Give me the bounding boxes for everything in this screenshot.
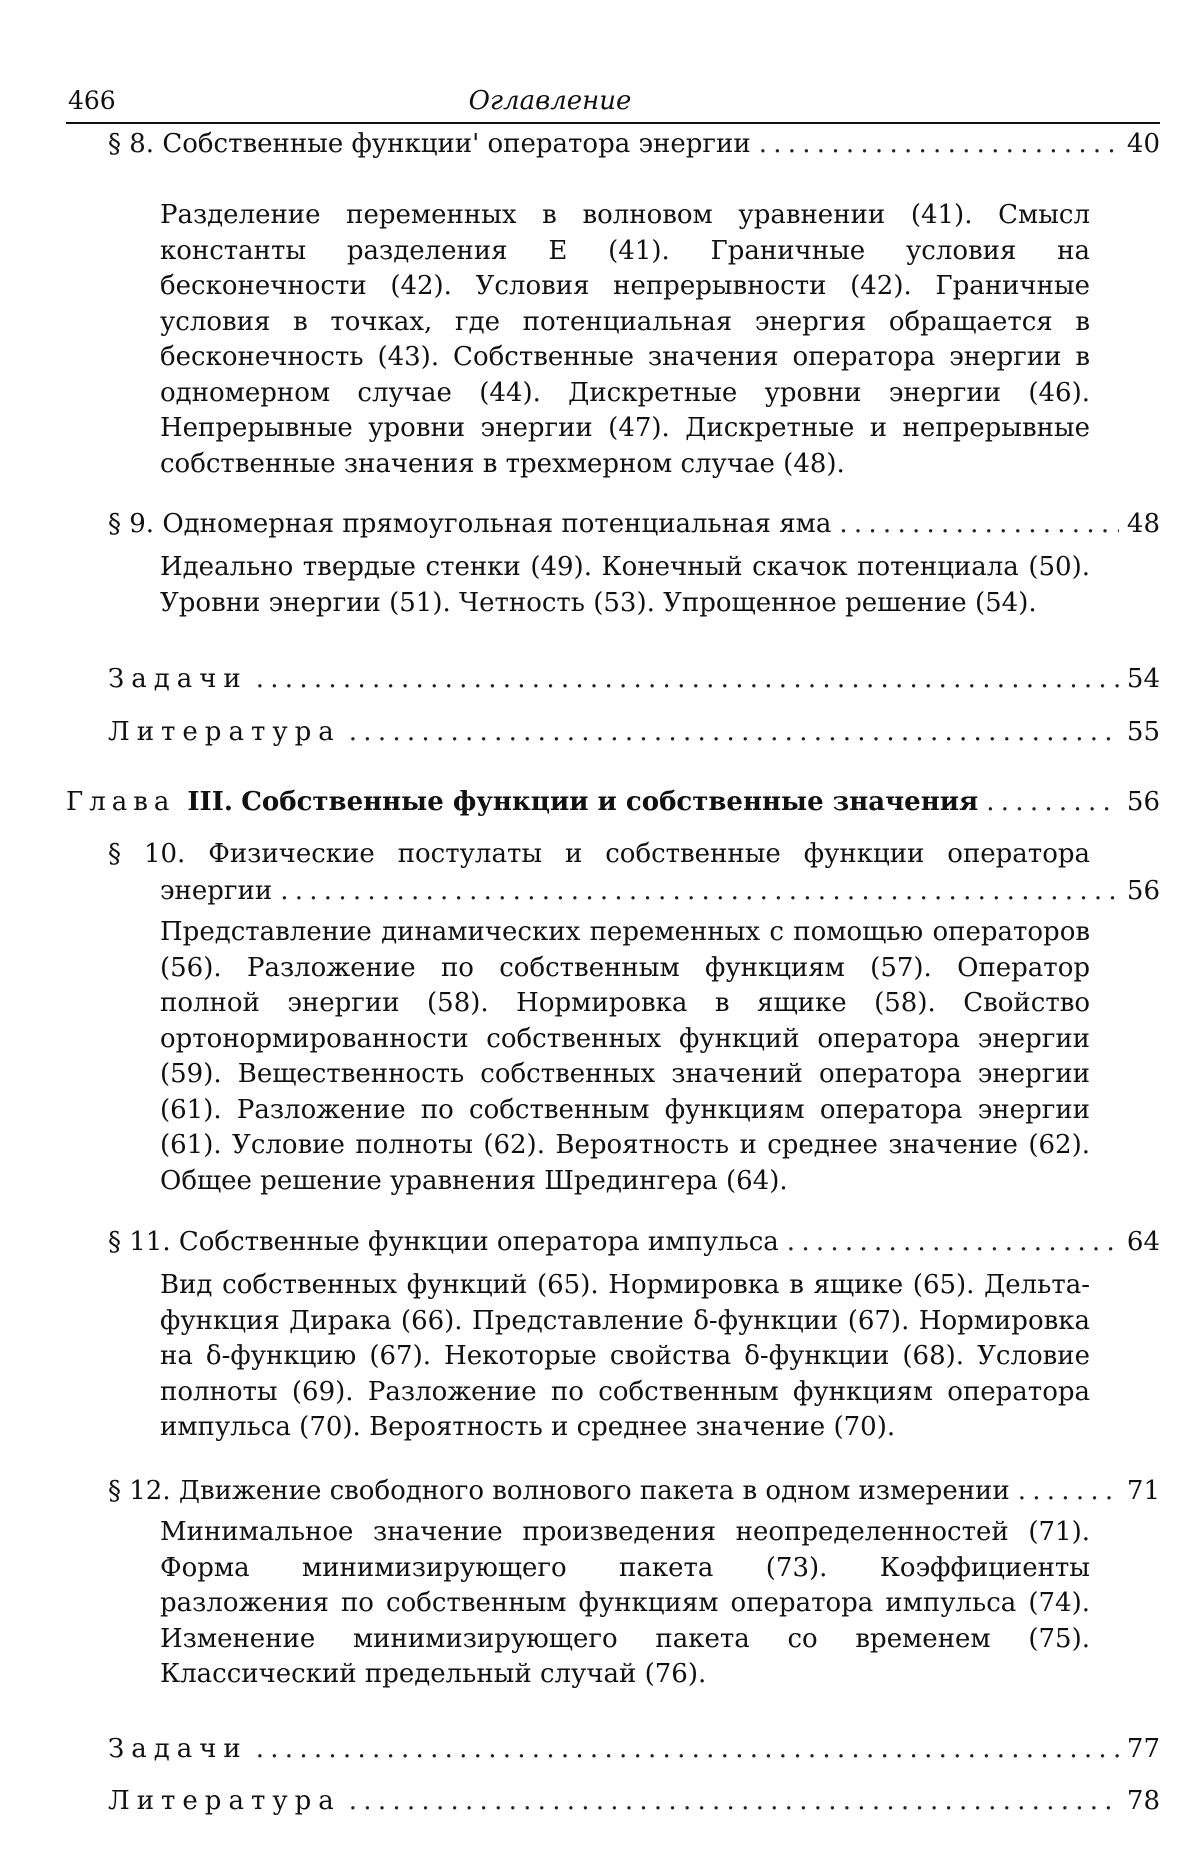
toc-entry-section-12[interactable] — [108, 1475, 1160, 1507]
toc-entry-section-11[interactable] — [108, 1226, 1160, 1258]
toc-entry-title: § 11. Собственные функции оператора импульса — [108, 1227, 779, 1257]
toc-entry-page: 71 — [1126, 1476, 1160, 1506]
toc-entry-references[interactable] — [108, 1785, 1160, 1817]
toc-entry-section-8[interactable] — [108, 128, 1160, 160]
leader-dots — [986, 786, 1119, 818]
toc-entry-title: § 8. Собственные функции' оператора энергии — [108, 129, 751, 159]
toc-entry-page: 55 — [1126, 717, 1160, 747]
toc-entry-section-10[interactable] — [160, 875, 1160, 907]
toc-entry-page: 78 — [1126, 1786, 1160, 1816]
section-10-summary: Представление динамических переменных с помощью операторов (56). Разложение по собственным функциям (57). Оператор полной энергии (58). Нормировка в ящике (58). Свойство ортонормированности собственных функций оператора энергии (59). Вещественность собственных значений оператора энергии (61). Разложение по собственным функциям оператора энергии (61). Условие полноты (62). Вероятность и среднее значение (62). Общее решение уравнения Шредингера (64). — [160, 917, 1090, 1196]
toc-entry-title: Задачи — [108, 664, 248, 694]
section-12-summary: Минимальное значение произведения неопределенностей (71). Форма минимизирующего пакета (73). Коэффициенты разложения по собственным функциям оператора импульса (74). Изменение минимизирующего пакета со временем (75). Классический предельный случай (76). — [160, 1517, 1090, 1689]
toc-entry-title: Литература — [108, 717, 341, 747]
leader-dots — [256, 663, 1119, 695]
chapter-numeral: III. — [187, 787, 233, 817]
section-11-summary: Вид собственных функций (65). Нормировка в ящике (65). Дельта-функция Дирака (66). Представление δ-функции (67). Нормировка на δ-функцию (67). Некоторые свойства δ-функции (68). Условие полноты (69). Разложение по собственным функциям оператора импульса (70). Вероятность и среднее значение (70). — [160, 1270, 1090, 1442]
toc-entry-problems[interactable] — [108, 663, 1160, 695]
toc-entry-title: § 12. Движение свободного волнового пакета в одном измерении — [108, 1476, 1010, 1506]
toc-entry-chapter-3[interactable] — [66, 786, 1160, 818]
running-title: Оглавление — [468, 86, 632, 116]
toc-entry-page: 40 — [1126, 129, 1160, 159]
leader-dots — [256, 1733, 1119, 1765]
toc-entry-references[interactable] — [108, 716, 1160, 748]
toc-entry-page: 56 — [1126, 876, 1160, 906]
toc-entry-page: 48 — [1126, 509, 1160, 539]
toc-entry-title-continued: энергии — [160, 876, 273, 906]
leader-dots — [349, 1785, 1119, 1817]
section-9-summary: Идеально твердые стенки (49). Конечный скачок потенциала (50). Уровни энергии (51). Четность (53). Упрощенное решение (54). — [160, 552, 1090, 618]
chapter-title: Собственные функции и собственные значения — [241, 787, 979, 817]
toc-entry-page: 56 — [1126, 787, 1160, 817]
section-8-summary: Разделение переменных в волновом уравнении (41). Смысл константы разделения E (41). Граничные условия на бесконечности (42). Условия непрерывности (42). Граничные условия в точках, где потенциальная энергия обращается в бесконечность (43). Собственные значения оператора энергии в одномерном случае (44). Дискретные уровни энергии (46). Непрерывные уровни энергии (47). Дискретные и непрерывные собственные значения в трехмерном случае (48). — [160, 200, 1090, 479]
toc-entry-section-9[interactable] — [108, 508, 1160, 540]
leader-dots — [1018, 1475, 1119, 1507]
leader-dots — [759, 128, 1119, 160]
toc-entry-page: 77 — [1126, 1734, 1160, 1764]
toc-entry-problems[interactable] — [108, 1733, 1160, 1765]
toc-entry-title: Литература — [108, 1786, 341, 1816]
leader-dots — [787, 1226, 1119, 1258]
leader-dots — [839, 508, 1119, 540]
toc-entry-page: 64 — [1126, 1227, 1160, 1257]
leader-dots — [349, 716, 1119, 748]
toc-entry-section-10-title[interactable]: § 10. Физические постулаты и собственные функции оператора — [108, 839, 1090, 869]
toc-entry-title: § 9. Одномерная прямоугольная потенциальная яма — [108, 509, 832, 539]
header-rule — [66, 122, 1160, 124]
leader-dots — [280, 875, 1119, 907]
toc-entry-page: 54 — [1126, 664, 1160, 694]
toc-entry-title: Задачи — [108, 1734, 248, 1764]
page-number: 466 — [68, 86, 116, 115]
chapter-label: Глава — [66, 787, 176, 817]
